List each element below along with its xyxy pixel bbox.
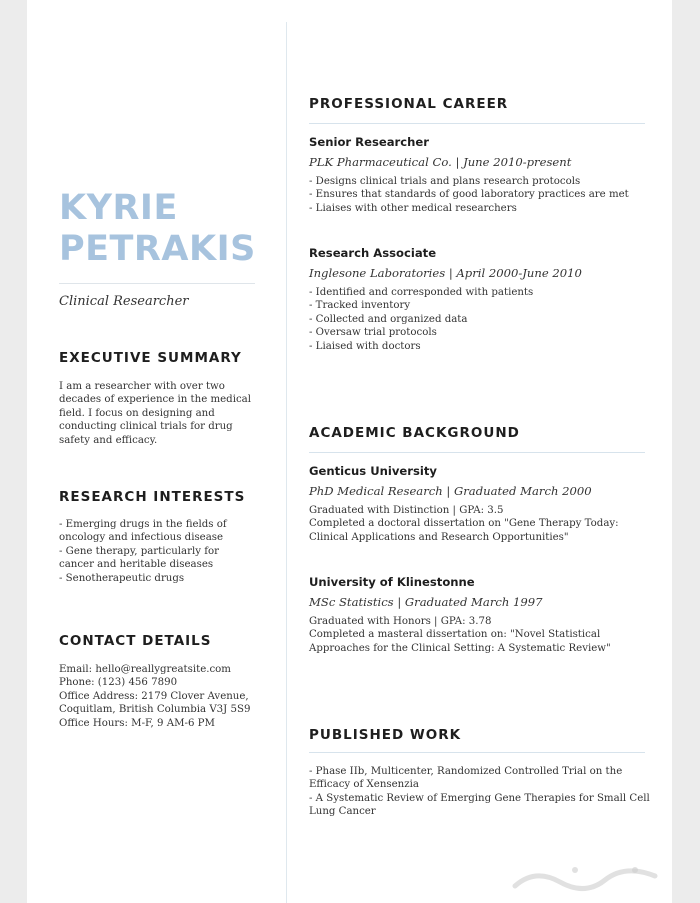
contact-hours: Office Hours: M-F, 9 AM-6 PM bbox=[59, 717, 215, 729]
executive-summary-text: I am a researcher with over two decades of experience in the medical field. I focus on designing and conducting clinical trials for drug safety and efficacy. bbox=[59, 381, 251, 446]
academic-background-heading: ACADEMIC BACKGROUND bbox=[309, 425, 520, 441]
school-name: University of Klinestonne bbox=[309, 575, 475, 589]
published-rule bbox=[309, 752, 645, 753]
watermark-logo bbox=[505, 862, 675, 894]
name-last: PETRAKIS bbox=[59, 229, 256, 269]
job-subtitle: Inglesone Laboratories | April 2000-June 2010 bbox=[309, 266, 582, 280]
job-title: Senior Researcher bbox=[309, 135, 429, 149]
school-name: Genticus University bbox=[309, 464, 437, 478]
job-role: Clinical Researcher bbox=[59, 294, 189, 309]
published-work-list: - Phase IIb, Multicenter, Randomized Controlled Trial on the Efficacy of Xensenzia - A Systematic Review of Emerging Gene Therapies for Small Cell Lung Cancer bbox=[309, 766, 650, 818]
research-interests-heading: RESEARCH INTERESTS bbox=[59, 489, 246, 505]
contact-details-heading: CONTACT DETAILS bbox=[59, 633, 212, 649]
contact-address-1: Office Address: 2179 Clover Avenue, bbox=[59, 690, 249, 702]
name-first: KYRIE bbox=[59, 188, 178, 228]
contact-address-2: Coquitlam, British Columbia V3J 5S9 bbox=[59, 704, 251, 716]
job-duties: - Identified and corresponded with patients - Tracked inventory - Collected and organized data - Oversaw trial protocols - Liaised with doctors bbox=[309, 287, 534, 352]
career-rule bbox=[309, 123, 645, 124]
published-work-heading: PUBLISHED WORK bbox=[309, 727, 462, 743]
academic-rule bbox=[309, 452, 645, 453]
professional-career-heading: PROFESSIONAL CAREER bbox=[309, 96, 509, 112]
school-details: Graduated with Honors | GPA: 3.78 Completed a masteral dissertation on: "Novel Statistical Approaches for the Clinical Setting: A Systematic Review" bbox=[309, 616, 611, 654]
contact-phone: Phone: (123) 456 7890 bbox=[59, 677, 178, 689]
job-duties: - Designs clinical trials and plans research protocols - Ensures that standards of good laboratory practices are met - Liaises with other medical researchers bbox=[309, 176, 629, 214]
research-interests-text: - Emerging drugs in the fields of oncology and infectious disease - Gene therapy, particularly for cancer and heritable diseases - Senotherapeutic drugs bbox=[59, 519, 227, 584]
name-divider bbox=[59, 283, 255, 284]
job-title: Research Associate bbox=[309, 246, 437, 260]
executive-summary-heading: EXECUTIVE SUMMARY bbox=[59, 350, 242, 366]
contact-details-text bbox=[59, 663, 250, 730]
candidate-name bbox=[59, 188, 269, 270]
column-divider bbox=[286, 22, 287, 903]
job-subtitle: PLK Pharmaceutical Co. | June 2010-present bbox=[309, 155, 572, 169]
degree: MSc Statistics | Graduated March 1997 bbox=[309, 595, 543, 609]
degree: PhD Medical Research | Graduated March 2000 bbox=[309, 484, 592, 498]
contact-email: Email: hello@reallygreatsite.com bbox=[59, 664, 231, 675]
watermark-shape bbox=[505, 862, 675, 894]
school-details: Graduated with Distinction | GPA: 3.5 Completed a doctoral dissertation on "Gene Therapy Today: Clinical Applications and Research Opportunities" bbox=[309, 505, 619, 543]
